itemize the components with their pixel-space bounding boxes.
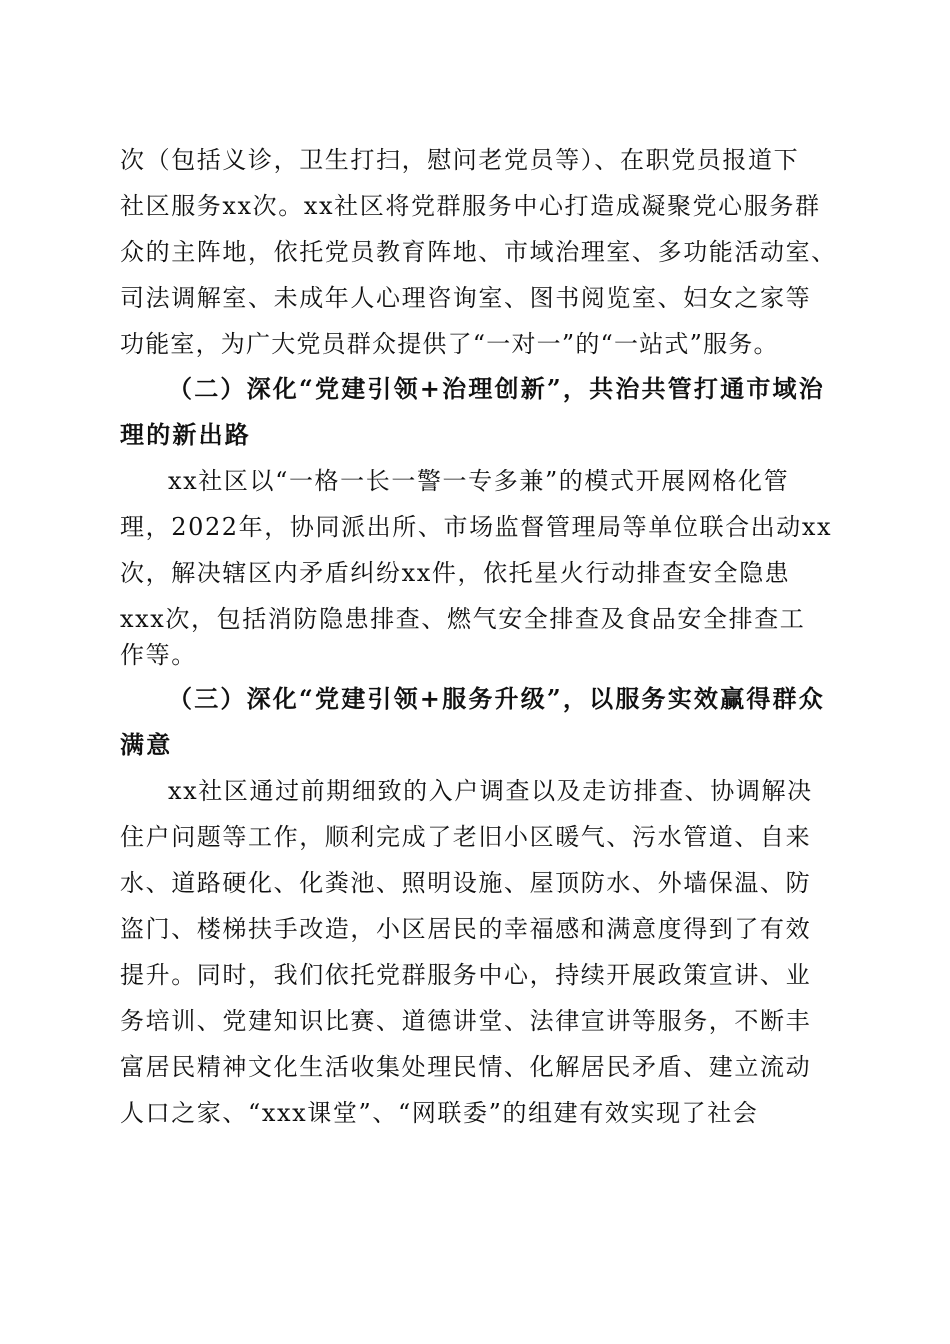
- paragraph-3-line-4: 盗门、楼梯扶手改造，小区居民的幸福感和满意度得到了有效: [120, 915, 812, 943]
- section-heading-3-line-2: 满意: [120, 730, 173, 759]
- paragraph-3-line-8: 人口之家、“xxx课堂”、“网联委”的组建有效实现了社会: [120, 1099, 759, 1127]
- paragraph-2-line-3: 次，解决辖区内矛盾纠纷xx件，依托星火行动排查安全隐患: [120, 559, 791, 587]
- paragraph-1-line-4: 司法调解室、未成年人心理咨询室、图书阅览室、妇女之家等: [120, 284, 812, 312]
- paragraph-3-line-2: 住户问题等工作，顺利完成了老旧小区暖气、污水管道、自来: [120, 823, 812, 851]
- paragraph-1-line-2: 社区服务xx次。xx社区将党群服务中心打造成凝聚党心服务群: [120, 192, 821, 220]
- paragraph-1-line-3: 众的主阵地，依托党员教育阵地、市域治理室、多功能活动室、: [120, 238, 837, 266]
- section-heading-2-line-1: （二）深化“党建引领+治理创新”，共治共管打通市域治: [168, 374, 825, 403]
- section-heading-3-line-1: （三）深化“党建引领+服务升级”，以服务实效赢得群众: [168, 684, 825, 713]
- paragraph-3-line-5: 提升。同时，我们依托党群服务中心，持续开展政策宣讲、业: [120, 961, 812, 989]
- paragraph-2-line-5: 作等。: [120, 641, 197, 669]
- paragraph-2-line-1: xx社区以“一格一长一警一专多兼”的模式开展网格化管: [168, 467, 790, 495]
- paragraph-2-line-2: 理，2022年，协同派出所、市场监督管理局等单位联合出动xx: [120, 513, 833, 541]
- paragraph-1-line-5: 功能室，为广大党员群众提供了“一对一”的“一站式”服务。: [120, 330, 779, 358]
- paragraph-3-line-6: 务培训、党建知识比赛、道德讲堂、法律宣讲等服务，不断丰: [120, 1007, 812, 1035]
- paragraph-3-line-3: 水、道路硬化、化粪池、照明设施、屋顶防水、外墙保温、防: [120, 869, 812, 897]
- paragraph-1-line-1: 次（包括义诊，卫生打扫，慰问老党员等）、在职党员报道下: [120, 146, 800, 174]
- section-heading-2-line-2: 理的新出路: [120, 420, 251, 449]
- paragraph-2-line-4: xxx次，包括消防隐患排查、燃气安全排查及食品安全排查工: [120, 605, 806, 633]
- paragraph-3-line-7: 富居民精神文化生活收集处理民情、化解居民矛盾、建立流动: [120, 1053, 812, 1081]
- paragraph-3-line-1: xx社区通过前期细致的入户调查以及走访排查、协调解决: [168, 777, 813, 805]
